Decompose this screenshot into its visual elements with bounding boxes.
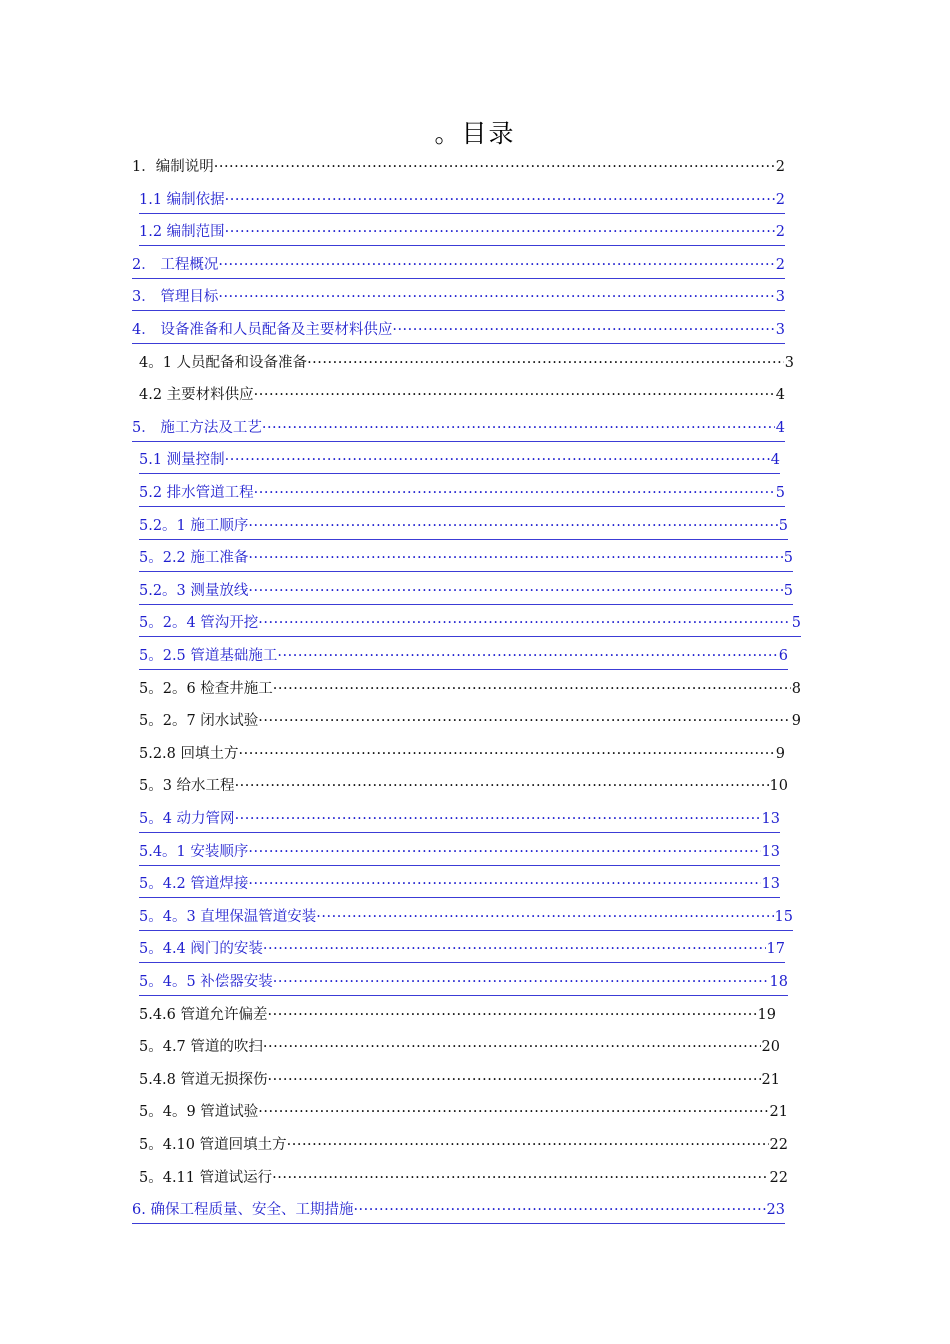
toc-entry-page: 15 xyxy=(774,908,793,925)
toc-entry-label: 5.1 测量控制 xyxy=(139,452,225,469)
toc-entry-page: 5 xyxy=(775,485,785,501)
toc-leader-dots xyxy=(272,1165,768,1191)
toc-entry-page: 5 xyxy=(783,582,793,599)
toc-leader-dots xyxy=(248,578,782,604)
toc-entry-label: 6. 确保工程质量、安全、工期措施 xyxy=(132,1202,354,1219)
toc-leader-dots xyxy=(287,1132,769,1158)
toc-entry-label: 5。2。4 管沟开挖 xyxy=(139,615,259,632)
toc-entry[interactable] xyxy=(139,839,780,866)
toc-leader-dots xyxy=(225,187,775,213)
toc-leader-dots xyxy=(239,741,775,767)
toc-entry[interactable] xyxy=(139,219,785,246)
toc-leader-dots xyxy=(263,1034,761,1060)
toc-entry xyxy=(139,741,785,767)
toc-entry-label: 5.4。1 安装顺序 xyxy=(139,843,249,860)
toc-entry-label: 5。2。7 闭水试验 xyxy=(139,713,259,730)
toc-leader-dots xyxy=(225,219,775,245)
toc-leader-dots xyxy=(273,969,769,995)
toc-entry-page: 22 xyxy=(769,1169,788,1186)
toc-leader-dots xyxy=(263,936,766,962)
toc-entry xyxy=(139,1132,788,1158)
toc-entry xyxy=(132,154,785,180)
toc-entry[interactable] xyxy=(132,415,785,442)
toc-entry-label: 5。2。6 检查井施工 xyxy=(139,680,273,697)
toc-entry-label: 3． 管理目标 xyxy=(132,289,219,306)
toc-entry-label: 5。4。5 补偿器安装 xyxy=(139,974,273,990)
toc-leader-dots xyxy=(248,545,782,571)
toc-entry[interactable] xyxy=(139,806,780,833)
toc-entry-label: 5.4.6 管道允许偏差 xyxy=(139,1006,268,1023)
toc-entry[interactable] xyxy=(139,610,801,637)
toc-entry-page: 19 xyxy=(757,1006,776,1023)
toc-leader-dots xyxy=(268,1067,761,1093)
toc-entry-page: 6 xyxy=(778,648,788,664)
toc-entry[interactable] xyxy=(139,969,788,996)
toc-entry-label: 5。4.11 管道试运行 xyxy=(139,1169,273,1186)
toc-entry-page: 2 xyxy=(775,159,785,175)
toc-entry xyxy=(139,676,801,702)
toc-entry-label: 1.1 编制依据 xyxy=(139,191,225,208)
toc-entry-page: 3 xyxy=(775,322,785,338)
toc-title: 。目录 xyxy=(434,119,516,148)
toc-entry-label: 5。2.2 施工准备 xyxy=(139,550,249,567)
toc-leader-dots xyxy=(225,447,770,473)
toc-entry xyxy=(139,773,788,799)
toc-leader-dots xyxy=(277,643,777,669)
toc-entry[interactable] xyxy=(139,480,785,507)
toc-entry-label: 5。4。3 直埋保温管道安装 xyxy=(139,908,317,925)
toc-entry-label: 4． 设备准备和人员配备及主要材料供应 xyxy=(132,322,393,338)
toc-entry-page: 4 xyxy=(775,387,785,404)
toc-leader-dots xyxy=(258,610,790,636)
toc-entry-label: 5.2.8 回填土方 xyxy=(139,745,239,762)
toc-entry-label: 5。4 动力管网 xyxy=(139,811,235,827)
toc-entry-label: 5.4.8 管道无损探伤 xyxy=(139,1071,268,1088)
toc-entry-page: 2 xyxy=(775,191,785,208)
toc-entry[interactable] xyxy=(132,317,785,344)
toc-entry-page: 5 xyxy=(783,550,793,567)
toc-entry[interactable] xyxy=(139,871,780,898)
toc-leader-dots xyxy=(353,1197,765,1223)
toc-entry xyxy=(139,350,794,376)
toc-entry-page: 4 xyxy=(775,419,785,436)
toc-leader-dots xyxy=(262,415,775,441)
toc-entry-page: 23 xyxy=(766,1202,785,1219)
toc-entry-page: 10 xyxy=(769,778,788,795)
toc-leader-dots xyxy=(248,871,760,897)
toc-entry[interactable] xyxy=(139,578,793,605)
toc-entry-label: 5。4.7 管道的吹扫 xyxy=(139,1039,263,1056)
toc-entry-page: 13 xyxy=(761,843,780,860)
toc-entry-label: 5。3 给水工程 xyxy=(139,778,235,795)
toc-entry-page: 3 xyxy=(784,354,794,371)
toc-entry xyxy=(139,382,785,408)
toc-entry[interactable] xyxy=(139,545,793,572)
toc-leader-dots xyxy=(254,480,775,506)
toc-entry xyxy=(139,1099,788,1125)
toc-entry-label: 5。2.5 管道基础施工 xyxy=(139,648,278,664)
toc-entry[interactable] xyxy=(139,904,793,931)
toc-entry-label: 5.2。3 测量放线 xyxy=(139,582,249,599)
toc-entry xyxy=(139,1067,780,1093)
toc-entry-label: 5.2 排水管道工程 xyxy=(139,485,254,501)
toc-entry[interactable] xyxy=(139,513,788,540)
toc-entry-page: 3 xyxy=(775,289,785,306)
toc-entry-label: 5。4.10 管道回填土方 xyxy=(139,1137,287,1153)
toc-leader-dots xyxy=(214,154,775,180)
toc-leader-dots xyxy=(268,1002,757,1028)
toc-entry-page: 18 xyxy=(769,974,788,990)
toc-entry-page: 17 xyxy=(766,941,785,958)
toc-entry xyxy=(139,708,801,734)
toc-entry-label: 2． 工程概况 xyxy=(132,256,219,273)
toc-entry-label: 1．编制说明 xyxy=(132,159,214,175)
toc-entry-label: 5． 施工方法及工艺 xyxy=(132,419,262,436)
toc-entry-page: 4 xyxy=(770,452,780,469)
toc-leader-dots xyxy=(235,806,761,832)
toc-entry-page: 21 xyxy=(761,1071,780,1088)
toc-leader-dots xyxy=(392,317,774,343)
toc-entry-page: 5 xyxy=(778,517,788,534)
toc-entry-page: 2 xyxy=(775,224,785,241)
toc-leader-dots xyxy=(258,708,790,734)
toc-entry-label: 5。4。9 管道试验 xyxy=(139,1104,259,1121)
toc-entry-page: 13 xyxy=(761,811,780,827)
toc-entry-page: 22 xyxy=(769,1137,788,1153)
toc-leader-dots xyxy=(218,252,774,278)
toc-entry-label: 1.2 编制范围 xyxy=(139,224,225,241)
toc-entry[interactable] xyxy=(132,252,785,279)
toc-entry[interactable] xyxy=(139,936,785,963)
toc-entry[interactable] xyxy=(132,284,785,311)
toc-entry-label: 4.2 主要材料供应 xyxy=(139,387,254,404)
toc-entry[interactable] xyxy=(132,1197,785,1224)
toc-entry-page: 9 xyxy=(775,745,785,762)
toc-leader-dots xyxy=(307,350,784,376)
toc-entry xyxy=(139,1002,776,1028)
toc-leader-dots xyxy=(248,839,760,865)
toc-entry-label: 5。4.2 管道焊接 xyxy=(139,876,249,893)
toc-entry[interactable] xyxy=(139,643,788,670)
toc-entry[interactable] xyxy=(139,187,785,214)
toc-entry[interactable] xyxy=(139,447,780,474)
toc-entry-page: 9 xyxy=(791,713,801,730)
toc-entry-label: 5.2。1 施工顺序 xyxy=(139,517,249,534)
toc-leader-dots xyxy=(273,676,791,702)
toc-entry-label: 4。1 人员配备和设备准备 xyxy=(139,354,308,371)
toc-leader-dots xyxy=(235,773,769,799)
toc-entry xyxy=(139,1034,780,1060)
toc-entry-page: 8 xyxy=(791,680,801,697)
toc-entry-page: 5 xyxy=(791,615,801,632)
toc-entry-page: 21 xyxy=(769,1104,788,1121)
toc-leader-dots xyxy=(248,513,777,539)
toc-entry-page: 20 xyxy=(761,1039,780,1056)
toc-leader-dots xyxy=(218,284,774,310)
toc-entry xyxy=(139,1165,788,1191)
toc-leader-dots xyxy=(258,1099,768,1125)
toc-leader-dots xyxy=(254,382,775,408)
toc-entry-label: 5。4.4 阀门的安装 xyxy=(139,941,263,958)
toc-entry-page: 13 xyxy=(761,876,780,893)
toc-leader-dots xyxy=(316,904,773,930)
toc-entry-page: 2 xyxy=(775,256,785,273)
